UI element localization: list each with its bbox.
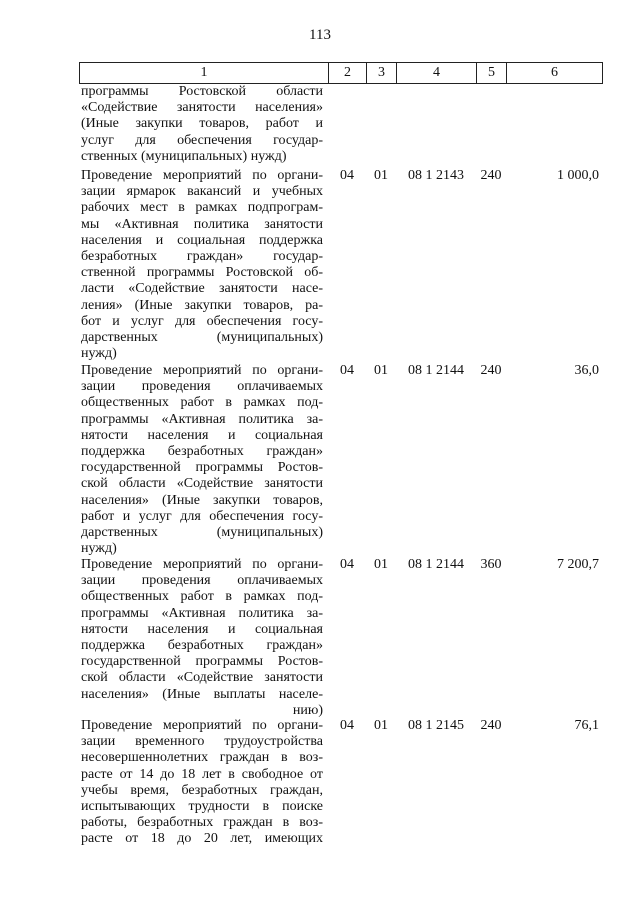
desc-line: программы «Активная политика за- (81, 411, 323, 427)
column-header-5: 5 (477, 63, 507, 84)
cell-amount: 76,1 (574, 718, 599, 733)
desc-line: поддержка безработных граждан» (81, 444, 323, 460)
desc-line: расте от 18 до 20 лет, имеющих (81, 831, 323, 847)
column-header-2: 2 (329, 63, 367, 84)
cell-expense-type: 360 (480, 557, 502, 572)
desc-line: Проведение мероприятий по органи- (81, 363, 323, 378)
column-header-1: 1 (80, 63, 329, 84)
row-description (79, 557, 323, 719)
cell-section: 04 (340, 718, 354, 733)
column-header-6: 6 (507, 63, 603, 84)
cell-section: 04 (340, 363, 354, 378)
desc-line: населения» (Иные выплаты населе- (81, 686, 323, 702)
desc-line: ственной программы Ростовской об- (81, 265, 323, 281)
desc-line: программы Ростовской области (81, 84, 323, 99)
cell-amount: 7 200,7 (557, 557, 599, 572)
desc-line: «Содействие занятости населения» (81, 100, 323, 116)
desc-line: дарственных (муниципальных) (81, 525, 323, 541)
desc-line: рабочих мест в рамках подпрограм- (81, 200, 323, 216)
desc-line: услуг для обеспечения государ- (81, 132, 323, 148)
desc-line: государственной программы Ростов- (81, 460, 323, 476)
row-description (79, 84, 323, 165)
cell-subsection: 01 (374, 363, 388, 378)
cell-section: 04 (340, 168, 354, 183)
cell-expense-type: 240 (480, 363, 502, 378)
desc-line: ской области «Содействие занятости (81, 670, 323, 686)
cell-target-article: 08 1 2145 (408, 718, 464, 733)
page-number: 113 (309, 27, 331, 43)
desc-line: работы, безработных граждан в воз- (81, 815, 323, 831)
desc-line: нятости населения и социальная (81, 621, 323, 637)
table-header (79, 62, 603, 84)
desc-line: ской области «Содействие занятости (81, 476, 323, 492)
cell-target-article: 08 1 2144 (408, 363, 464, 378)
desc-line: испытывающих трудности в поиске (81, 799, 323, 815)
desc-line: Проведение мероприятий по органи- (81, 718, 323, 733)
table-row (79, 718, 601, 858)
desc-line: Проведение мероприятий по органи- (81, 557, 323, 572)
cell-amount: 1 000,0 (557, 168, 599, 183)
desc-line: населения и социальная поддержка (81, 232, 323, 248)
cell-expense-type: 240 (480, 168, 502, 183)
desc-line: работ и услуг для обеспечения госу- (81, 508, 323, 524)
desc-line: нужд) (81, 541, 117, 557)
cell-expense-type: 240 (480, 718, 502, 733)
desc-line: расте от 14 до 18 лет в свободное от (81, 766, 323, 782)
column-header-3: 3 (367, 63, 397, 84)
desc-line: зации проведения оплачиваемых (81, 379, 323, 395)
desc-line: несовершеннолетних граждан в воз- (81, 750, 323, 766)
row-description (79, 363, 323, 557)
cell-subsection: 01 (374, 557, 388, 572)
desc-line: общественных работ в рамках под- (81, 395, 323, 411)
column-header-4: 4 (397, 63, 477, 84)
desc-line: ления» (Иные закупки товаров, ра- (81, 297, 323, 313)
desc-line: поддержка безработных граждан» (81, 638, 323, 654)
table-row (79, 168, 601, 363)
table-row (79, 84, 601, 168)
cell-amount: 36,0 (574, 363, 599, 378)
desc-line: дарственных (муниципальных) (81, 330, 323, 346)
desc-line: ласти «Содействие занятости насе- (81, 281, 323, 297)
cell-subsection: 01 (374, 718, 388, 733)
table-row (79, 557, 601, 718)
desc-line: мы «Активная политика занятости (81, 216, 323, 232)
desc-line: (Иные закупки товаров, работ и (81, 116, 323, 132)
table-body (79, 84, 601, 858)
desc-line: ственных (муниципальных) нужд) (81, 148, 287, 164)
desc-line: государственной программы Ростов- (81, 654, 323, 670)
desc-line: учебы время, безработных граждан, (81, 782, 323, 798)
desc-line: безработных граждан» государ- (81, 249, 323, 265)
desc-line: Проведение мероприятий по органи- (81, 168, 323, 183)
cell-target-article: 08 1 2144 (408, 557, 464, 572)
desc-line: населения» (Иные закупки товаров, (81, 492, 323, 508)
desc-line: программы «Активная политика за- (81, 605, 323, 621)
cell-subsection: 01 (374, 168, 388, 183)
desc-line: нятости населения и социальная (81, 427, 323, 443)
desc-line: зации ярмарок вакансий и учебных (81, 184, 323, 200)
row-description (79, 718, 323, 848)
row-description (79, 168, 323, 362)
desc-line: нию) (292, 702, 323, 718)
desc-line: зации временного трудоустройства (81, 734, 323, 750)
table-row (79, 363, 601, 557)
desc-line: нужд) (81, 346, 117, 362)
cell-section: 04 (340, 557, 354, 572)
desc-line: бот и услуг для обеспечения госу- (81, 313, 323, 329)
desc-line: общественных работ в рамках под- (81, 589, 323, 605)
cell-target-article: 08 1 2143 (408, 168, 464, 183)
desc-line: зации проведения оплачиваемых (81, 573, 323, 589)
